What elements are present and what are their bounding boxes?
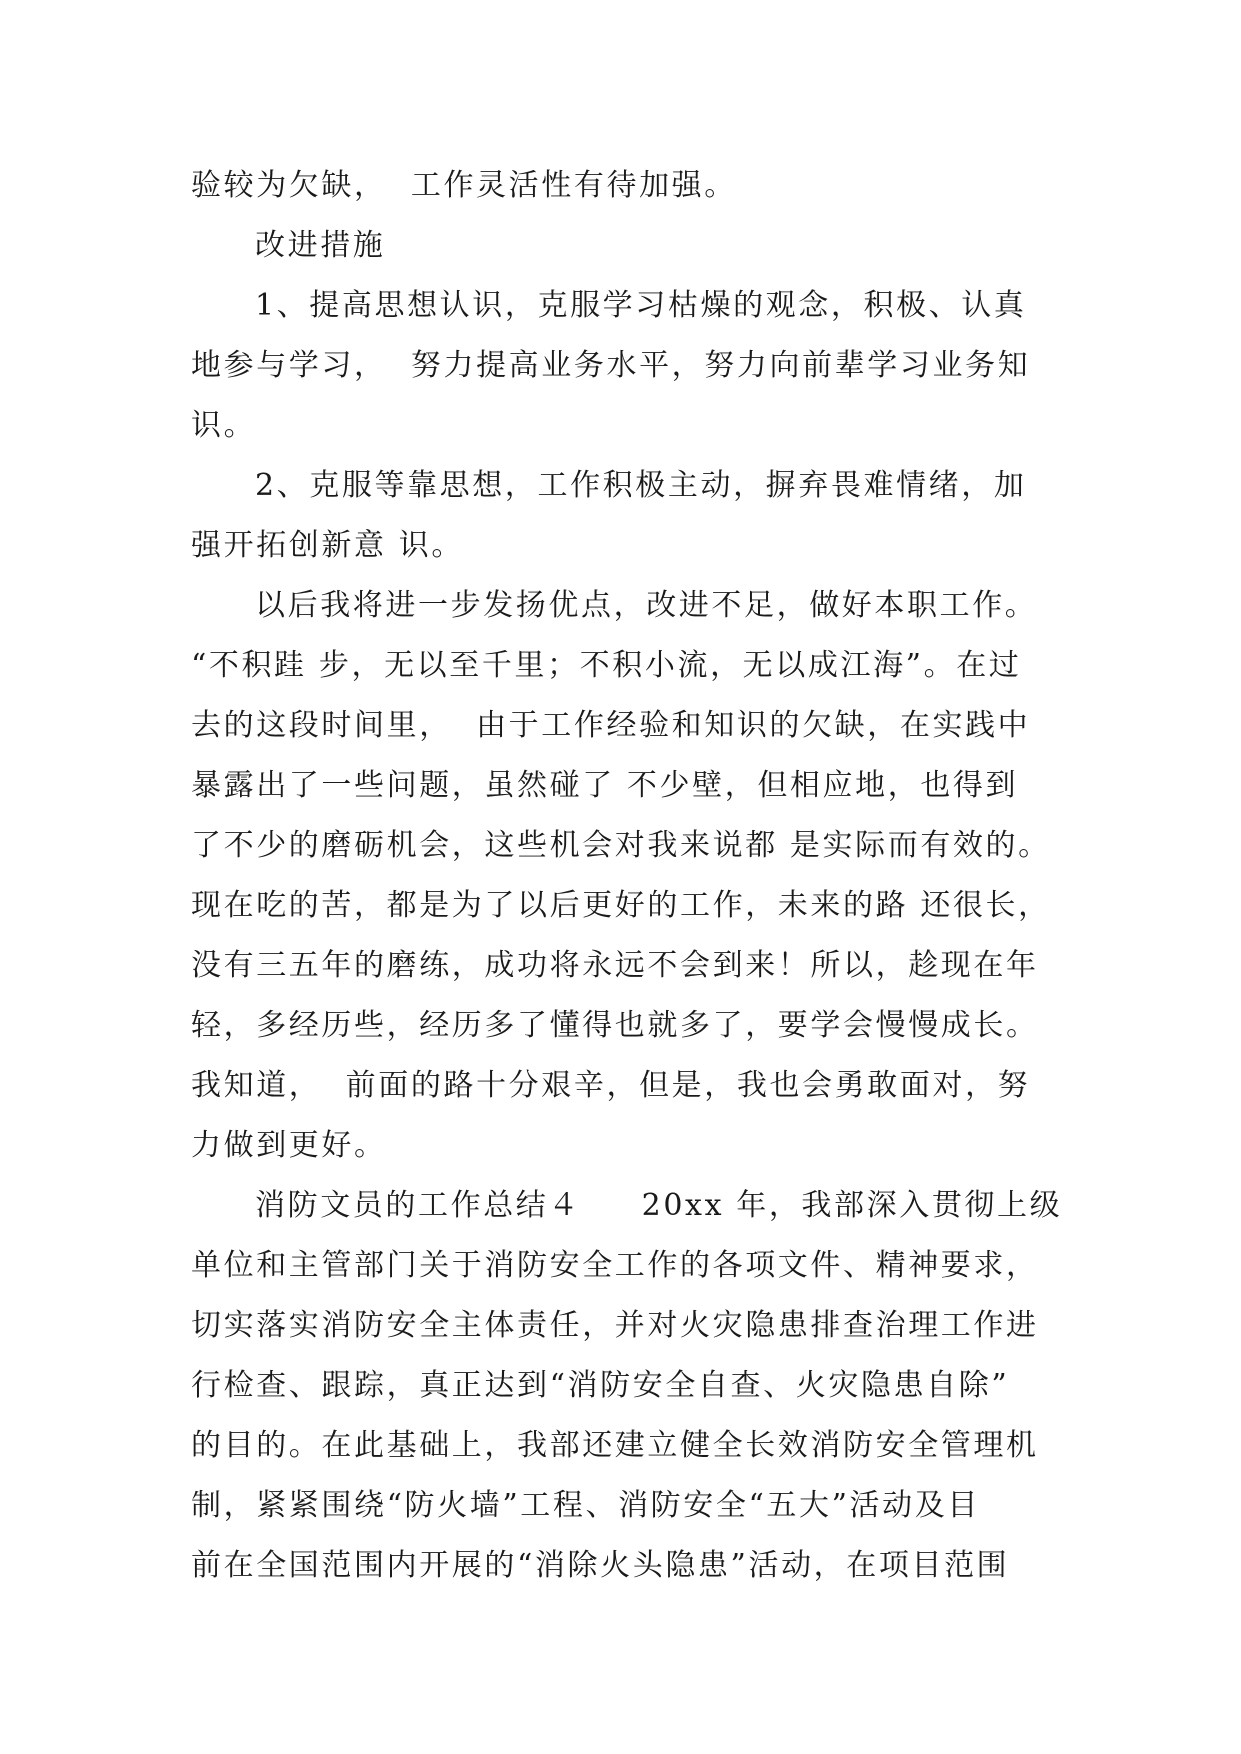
text-line: 消防文员的工作总结４ 20xx 年，我部深入贯彻上级 [255,1188,1063,1223]
text-line: 行检查、跟踪，真正达到“消防安全自查、火灾隐患自除” [191,1368,1010,1403]
text-line: 验较为欠缺， 工作灵活性有待加强。 [191,168,737,203]
text-line: 改进措施 [255,228,386,263]
text-line: 了不少的磨砺机会，这些机会对我来说都 是实际而有效的。 [191,828,1051,863]
text-line: 我知道， 前面的路十分艰辛，但是，我也会勇敢面对，努 [191,1068,1031,1103]
text-line: 以后我将进一步发扬优点，改进不足，做好本职工作。 [255,588,1038,623]
text-line: 现在吃的苦，都是为了以后更好的工作，未来的路 还很长， [191,888,1051,923]
text-line: 轻，多经历些，经历多了懂得也就多了，要学会慢慢成长。 [191,1008,1039,1043]
text-line: 没有三五年的磨练，成功将永远不会到来！所以，趁现在年 [191,948,1039,983]
text-line: 强开拓创新意 识。 [191,528,464,563]
text-line: 1、提高思想认识，克服学习枯燥的观念，积极、认真 [255,288,1027,323]
text-line: 制，紧紧围绕“防火墙”工程、消防安全“五大”活动及目 [191,1488,980,1523]
text-line: 前在全国范围内开展的“消除火头隐患”活动，在项目范围 [191,1548,1010,1583]
text-line: 地参与学习， 努力提高业务水平，努力向前辈学习业务知 [191,348,1031,383]
text-line: 暴露出了一些问题，虽然碰了 不少壁，但相应地，也得到 [191,768,1019,803]
text-line: 单位和主管部门关于消防安全工作的各项文件、精神要求， [191,1248,1039,1283]
text-line: 去的这段时间里， 由于工作经验和知识的欠缺，在实践中 [191,708,1031,743]
text-line: 力做到更好。 [191,1128,387,1163]
text-line: 的目的。在此基础上，我部还建立健全长效消防安全管理机 [191,1428,1039,1463]
text-line: 切实落实消防安全主体责任，并对火灾隐患排查治理工作进 [191,1308,1039,1343]
text-line: “不积跬 步，无以至千里；不积小流，无以成江海”。在过 [191,648,1022,683]
document-body [191,156,1071,1596]
text-line: 2、克服等靠思想，工作积极主动，摒弃畏难情绪，加 [255,468,1027,503]
text-line: 识。 [191,408,257,443]
